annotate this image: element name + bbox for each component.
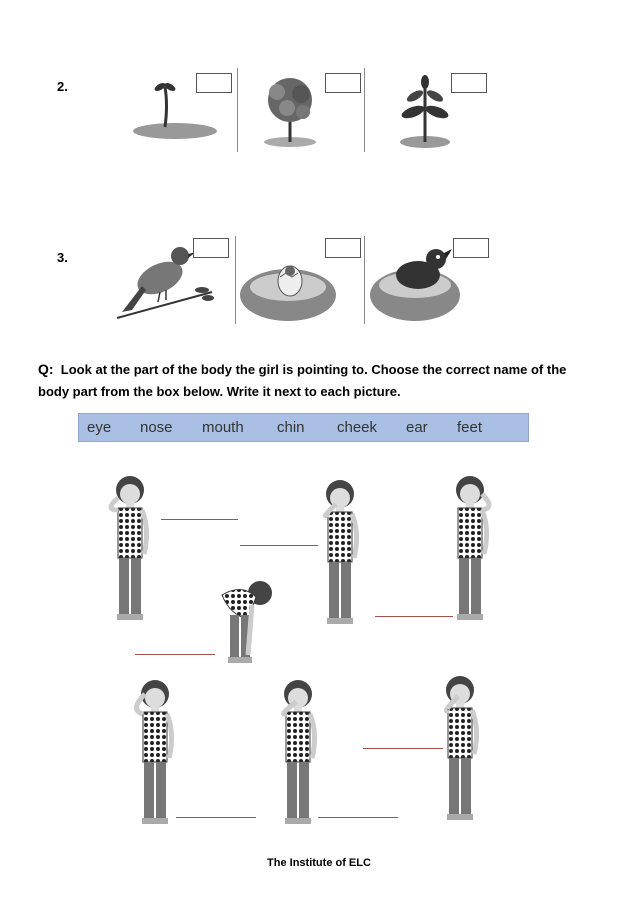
question-text: Look at the part of the body the girl is pointing to. Choose the correct name of the body part from the box below. Write it next to each picture. — [38, 362, 567, 399]
girl-bending-feet — [212, 575, 282, 670]
girl-pointing-6 — [268, 674, 328, 834]
girl-pointing-1 — [100, 470, 160, 630]
young-plant-image — [395, 72, 455, 152]
divider — [237, 68, 238, 152]
answer-line-4[interactable] — [135, 654, 215, 655]
answer-box-bird[interactable] — [193, 238, 229, 258]
hatching-egg-nest-image — [238, 255, 338, 325]
bush-image — [255, 70, 325, 150]
girl-pointing-2 — [310, 474, 370, 634]
answer-box-hatching-egg[interactable] — [325, 238, 361, 258]
word-cheek: cheek — [337, 419, 378, 436]
word-eye: eye — [87, 419, 112, 436]
question-instructions — [38, 358, 598, 403]
girl-pointing-3 — [440, 470, 500, 630]
divider — [364, 236, 365, 324]
word-chin: chin — [277, 419, 305, 436]
answer-line-6[interactable] — [318, 817, 398, 818]
footer: The Institute of ELC — [267, 857, 371, 869]
word-nose: nose — [140, 419, 173, 436]
answer-box-seedling[interactable] — [196, 73, 232, 93]
divider — [235, 236, 236, 324]
answer-line-1[interactable] — [161, 519, 238, 520]
word-feet: feet — [457, 419, 483, 436]
girl-pointing-7 — [430, 670, 490, 830]
question-2-number: 2. — [57, 79, 68, 94]
question-label: Q: — [38, 361, 54, 377]
answer-box-bush[interactable] — [325, 73, 361, 93]
divider — [364, 68, 365, 152]
question-3-number: 3. — [57, 250, 68, 265]
answer-box-chick[interactable] — [453, 238, 489, 258]
chick-in-nest-image — [370, 245, 465, 323]
word-ear: ear — [406, 419, 428, 436]
girl-pointing-5 — [125, 674, 185, 834]
answer-box-young-plant[interactable] — [451, 73, 487, 93]
answer-line-7[interactable] — [363, 748, 443, 749]
answer-line-5[interactable] — [176, 817, 256, 818]
answer-line-3[interactable] — [375, 616, 453, 617]
word-mouth: mouth — [202, 419, 244, 436]
word-box — [78, 413, 529, 442]
answer-line-2[interactable] — [240, 545, 318, 546]
